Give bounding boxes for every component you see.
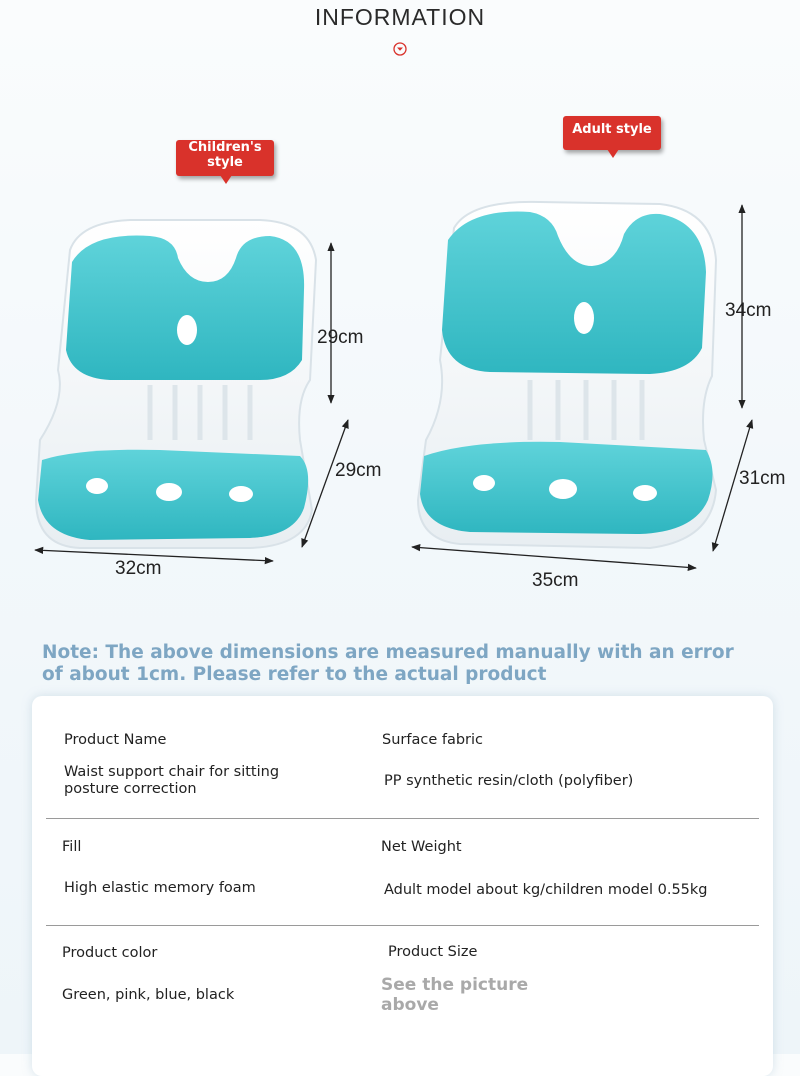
adult-depth-label: 31cm xyxy=(739,468,786,489)
product-color-value: Green, pink, blue, black xyxy=(62,987,235,1003)
children-style-tag: Children's style xyxy=(176,140,274,176)
fill-label: Fill xyxy=(62,839,82,855)
divider xyxy=(46,925,759,926)
product-size-value: See the picture above xyxy=(381,975,529,1015)
fill-value: High elastic memory foam xyxy=(64,880,256,896)
product-color-label: Product color xyxy=(62,945,158,961)
children-width-label: 32cm xyxy=(115,558,162,579)
surface-fabric-value: PP synthetic resin/cloth (polyfiber) xyxy=(384,773,634,789)
children-height-label: 29cm xyxy=(317,327,364,348)
surface-fabric-label: Surface fabric xyxy=(382,732,484,748)
product-name-label: Product Name xyxy=(64,732,167,748)
children-depth-arrow xyxy=(302,420,348,547)
children-depth-label: 29cm xyxy=(335,460,382,481)
adult-width-label: 35cm xyxy=(532,570,579,591)
spec-card xyxy=(32,696,773,1076)
adult-width-arrow xyxy=(412,547,696,568)
adult-style-tag: Adult style xyxy=(563,116,661,150)
net-weight-value: Adult model about kg/children model 0.55kg xyxy=(384,882,708,898)
product-size-label: Product Size xyxy=(388,944,478,960)
adult-chair-image xyxy=(418,202,716,548)
measurement-note: Note: The above dimensions are measured manually with an error of about 1cm. Please refer to the actual product xyxy=(42,642,734,685)
adult-height-label: 34cm xyxy=(725,300,772,321)
children-chair-image xyxy=(36,220,316,548)
page-title: INFORMATION xyxy=(314,4,486,30)
net-weight-label: Net Weight xyxy=(381,839,462,855)
divider xyxy=(46,818,759,819)
product-name-value: Waist support chair for sitting posture correction xyxy=(64,764,280,797)
